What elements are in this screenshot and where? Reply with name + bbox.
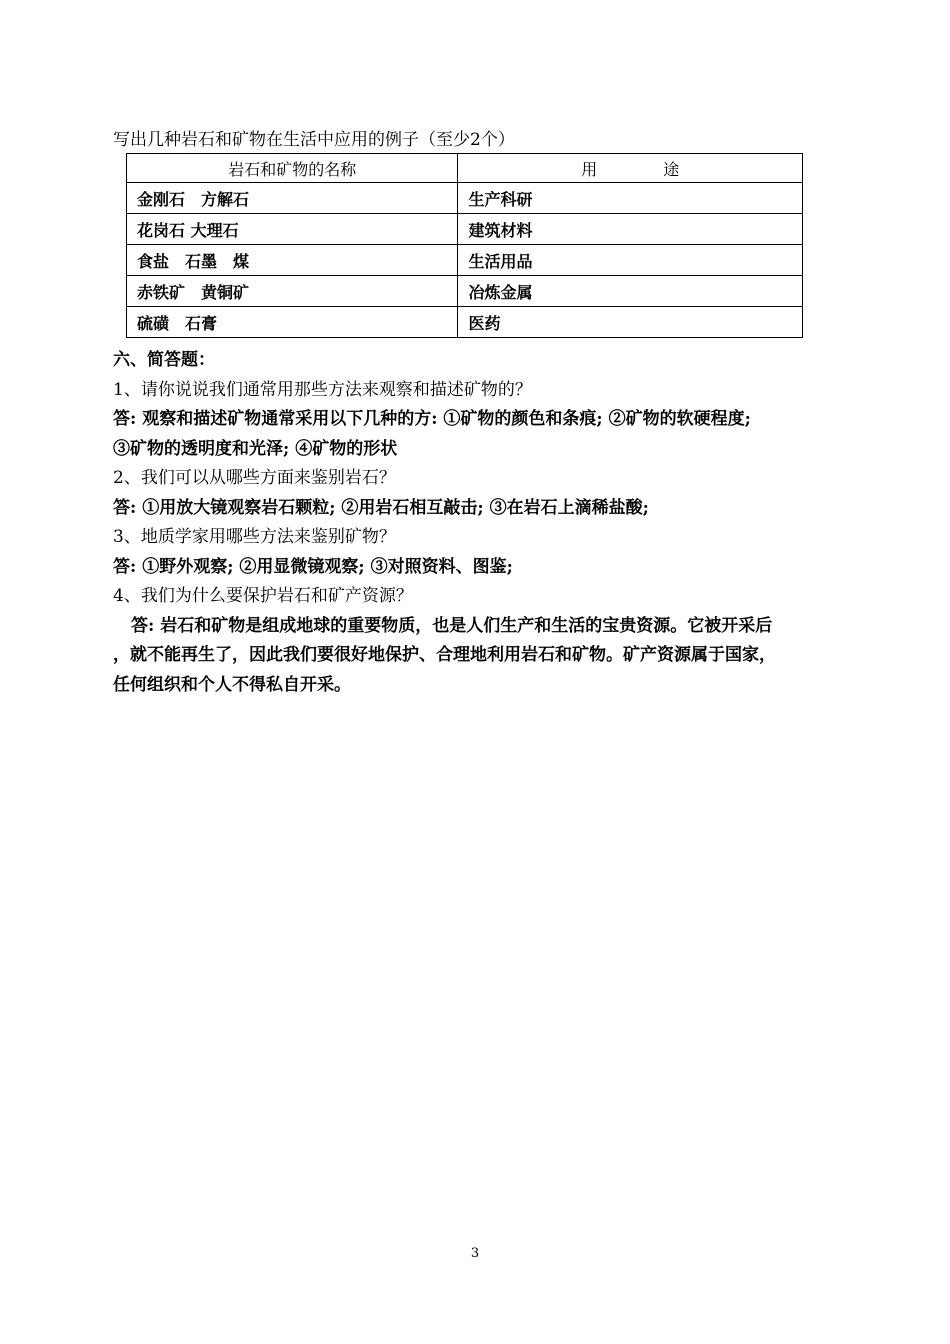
- question-4: 4、我们为什么要保护岩石和矿产资源？: [113, 586, 413, 606]
- header-use-char-1: 用: [581, 159, 598, 179]
- row-use: 建筑材料: [458, 214, 803, 245]
- answer-4-line-2: ，就不能再生了，因此我们要很好地保护、合理地利用岩石和矿物。矿产资源属于国家，: [113, 645, 776, 665]
- row-name: 食盐 石墨 煤: [127, 245, 458, 276]
- question-1: 1、请你说说我们通常用那些方法来观察和描述矿物的？: [113, 379, 532, 400]
- question-3: 3、地质学家用哪些方法来鉴别矿物？: [113, 527, 396, 547]
- row-name: 花岗石 大理石: [127, 214, 458, 245]
- answer-4-line-3: 任何组织和个人不得私自开采。: [113, 674, 351, 695]
- table-header-row: [127, 154, 803, 183]
- table-row: [127, 214, 803, 245]
- row-use: 生活用品: [458, 245, 803, 276]
- row-name: 金刚石 方解石: [127, 183, 458, 214]
- table-row: [127, 276, 803, 307]
- qa-section: [113, 346, 840, 700]
- answer-1-line-1: 答: 观察和描述矿物通常采用以下几种的方: ①矿物的颜色和条痕; ②矿物的软硬程度;: [113, 409, 751, 429]
- answer-1-line-2: ③矿物的透明度和光泽; ④矿物的形状: [113, 438, 398, 459]
- answer-2: 答: ①用放大镜观察岩石颗粒; ②用岩石相互敲击; ③在岩石上滴稀盐酸;: [113, 497, 649, 518]
- header-use: [458, 154, 803, 183]
- table-row: [127, 245, 803, 276]
- answer-4-line-1: 答: 岩石和矿物是组成地球的重要物质，也是人们生产和生活的宝贵资源。它被开采后: [131, 615, 773, 636]
- row-use: 冶炼金属: [458, 276, 803, 307]
- row-use: 医药: [458, 307, 803, 338]
- table-row: [127, 183, 803, 214]
- table-row: [127, 307, 803, 338]
- section-title: 六、简答题：: [113, 350, 215, 370]
- usage-table: [126, 153, 803, 338]
- header-name: 岩石和矿物的名称: [127, 154, 458, 183]
- question-2: 2、我们可以从哪些方面来鉴别岩石？: [113, 468, 396, 488]
- answer-3: 答: ①野外观察; ②用显微镜观察; ③对照资料、图鉴;: [113, 556, 513, 577]
- intro-text: 写出几种岩石和矿物在生活中应用的例子（至少2个）: [113, 130, 515, 150]
- header-use-char-2: 途: [663, 159, 680, 179]
- row-use: 生产科研: [458, 183, 803, 214]
- row-name: 赤铁矿 黄铜矿: [127, 276, 458, 307]
- page-number: 3: [470, 1246, 480, 1261]
- row-name: 硫磺 石膏: [127, 307, 458, 338]
